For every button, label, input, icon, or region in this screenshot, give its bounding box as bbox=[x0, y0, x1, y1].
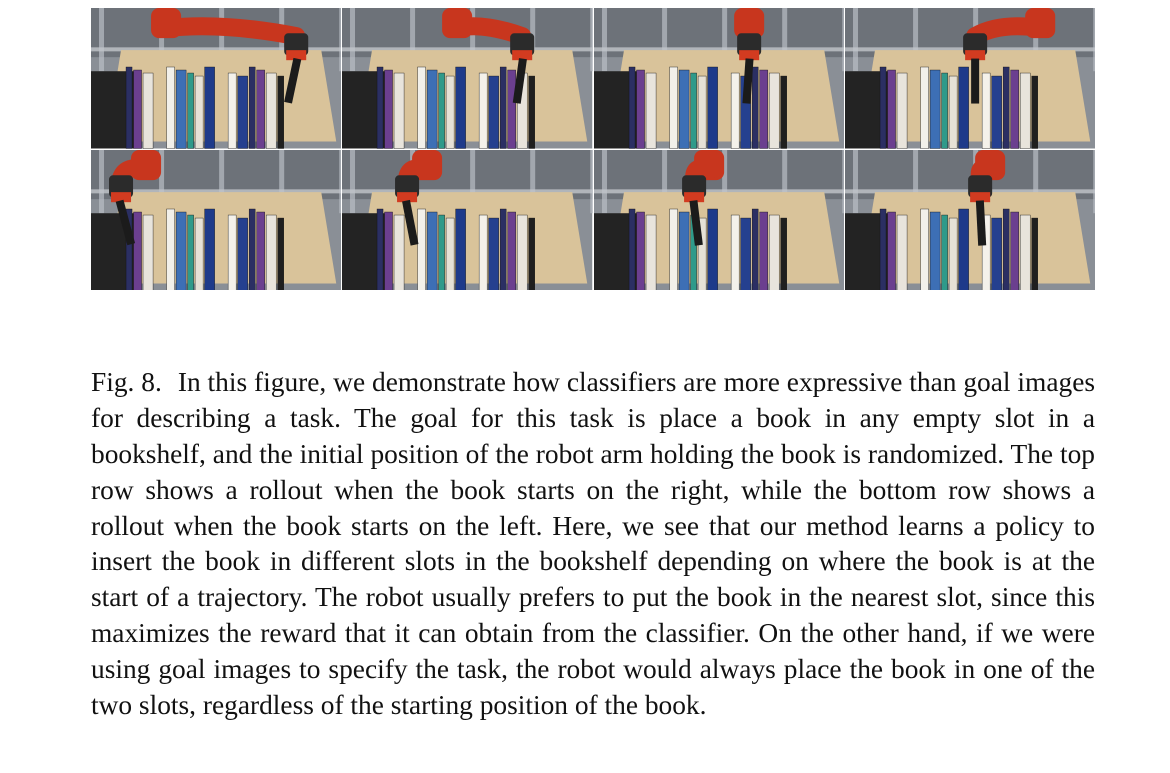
rollout-frame bbox=[845, 8, 1095, 149]
rollout-frame bbox=[594, 8, 844, 149]
figure-image-grid bbox=[91, 8, 1095, 290]
rollout-frame bbox=[342, 150, 592, 291]
rollout-frame bbox=[845, 150, 1095, 291]
rollout-frame bbox=[342, 8, 592, 149]
figure-caption bbox=[91, 365, 1095, 723]
rollout-frame bbox=[91, 150, 341, 291]
frame-grid bbox=[91, 8, 1095, 290]
rollout-frame bbox=[91, 8, 341, 149]
rollout-frame bbox=[594, 150, 844, 291]
caption-label: Fig. 8. bbox=[91, 367, 162, 398]
caption-text: In this figure, we demonstrate how classifiers are more expressive than goal images for describing a task. The goal for this task is place a book in any empty slot in a bookshelf, and the initial position of the robot arm holding the book is randomized. The top row shows a rollout when the book starts on the right, while the bottom row shows a rollout when the book starts on the left. Here, we see that our method learns a policy to insert the book in different slots in the bookshelf depending on where the book is at the start of a trajectory. The robot usually prefers to put the book in the nearest slot, since this maximizes the reward that it can obtain from the classifier. On the other hand, if we were using goal images to specify the task, the robot would always place the book in one of the two slots, regardless of the starting position of the book. bbox=[91, 367, 1096, 720]
